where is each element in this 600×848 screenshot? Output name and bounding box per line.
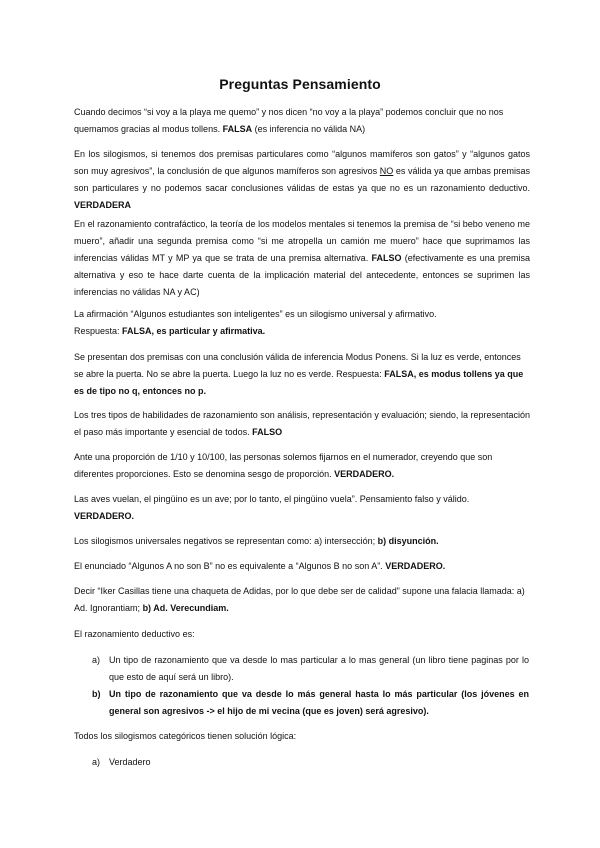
question-7 [74,449,530,483]
option-text-correct: Un tipo de razonamiento que va desde lo más general hasta lo más particular (los jóvenes en general son agresivos -> el hijo de mi vecina (que es joven) será agresivo). [109,689,529,716]
question-text: El razonamiento deductivo es: [74,629,195,639]
question-text: Se presentan dos premisas con una conclusión válida de inferencia Modus Ponens. Si la luz es verde, entonces se abre la puerta. No se abre la puerta. Luego la luz no es verde. Respuesta: [74,352,521,379]
answer-prefix: Respuesta: [74,326,120,336]
answer-label: VERDADERA [74,200,132,210]
answer-label: FALSA [222,124,253,134]
question-10 [74,558,530,575]
answer-label: FALSO [252,427,283,437]
question-text: Cuando decimos “si voy a la playa me quemo” y nos dicen “no voy a la playa” podemos concluir que no nos quemamos gracias al modus tollens. [74,107,504,134]
option-label: a) [92,757,101,767]
question-text: En los silogismos, si tenemos dos premisas particulares como “algunos mamíferos son gatos” y “algunos gatos son muy agresivos”, la conclusión de que algunos mamíferos son agresivos [74,149,530,176]
answer-note: (es inferencia no válida NA) [254,124,366,134]
answer-label: b) disyunción. [377,536,439,546]
option-text: Un tipo de razonamiento que va desde lo mas particular a lo mas general (un libro tiene paginas por lo que esto de aquí será un libro). [109,655,529,682]
option-label: b) [92,689,101,699]
question-6 [74,407,530,441]
option-text: Verdadero [109,757,151,767]
question-9 [74,533,530,550]
question-text: Las aves vuelan, el pingüino es un ave; por lo tanto, el pingüino vuela”. Pensamiento falso y válido. [74,494,470,504]
question-text-cont: es válida ya que ambas premisas son particulares y no podemos sacar conclusiones válidas de estas ya que no es un razonamiento deductivo. [74,166,530,193]
question-text: Ante una proporción de 1/10 y 10/100, las personas solemos fijarnos en el numerador, creyendo que son diferentes proporciones. Esto se denomina sesgo de proporción. [74,452,493,479]
question-8 [74,491,530,525]
question-text: Decir “Iker Casillas tiene una chaqueta de Adidas, por lo que debe ser de calidad” supone una falacia llamada: a) Ad. Ignorantiam; [74,586,525,613]
question-text: La afirmación “Algunos estudiantes son inteligentes” es un silogismo universal y afirmativo. [74,309,437,319]
answer-label: FALSA, es particular y afirmativa. [122,326,266,336]
answer-label: VERDADERO. [385,561,446,571]
question-4 [74,306,530,340]
page-title: Preguntas Pensamiento [219,76,381,92]
question-text: Los tres tipos de habilidades de razonamiento son análisis, representación y evaluación; siendo, la representación el paso más importante y esencial de todos. [74,410,530,437]
answer-label: FALSA, es modus tollens ya que es de tipo no q, entonces no p. [74,369,524,396]
question-13 [74,728,530,745]
option-label: a) [92,655,101,665]
question-text: El enunciado “Algunos A no son B” no es equivalente a “Algunos B no son A”. [74,561,383,571]
question-text: En el razonamiento contrafáctico, la teoría de los modelos mentales si tenemos la premisa de “si bebo veneno me muero”, añadir una segunda premisa como “si me atropella un camión me muero” hace que suprimamos las inferencias válidas MT y MP ya que se trata de una premisa alternativa. [74,219,530,263]
question-5 [74,349,530,400]
answer-label: VERDADERO. [74,511,135,521]
answer-note: (efectivamente es una premisa alternativa y eso te hace darte cuenta de la implicación material del antecedente, entonces se suprimen las inferencias no válidas NA y AC) [74,253,530,297]
question-1 [74,104,530,138]
question-3 [74,216,530,301]
underlined-no: NO [379,166,394,176]
question-text: Los silogismos universales negativos se representan como: a) intersección; [74,536,376,546]
answer-label: VERDADERO. [334,469,395,479]
answer-label: b) Ad. Verecundiam. [142,603,229,613]
question-text: Todos los silogismos categóricos tienen solución lógica: [74,731,297,741]
answer-label: FALSO [371,253,402,263]
question-2 [74,146,530,214]
question-11 [74,583,530,617]
question-12 [74,626,530,643]
